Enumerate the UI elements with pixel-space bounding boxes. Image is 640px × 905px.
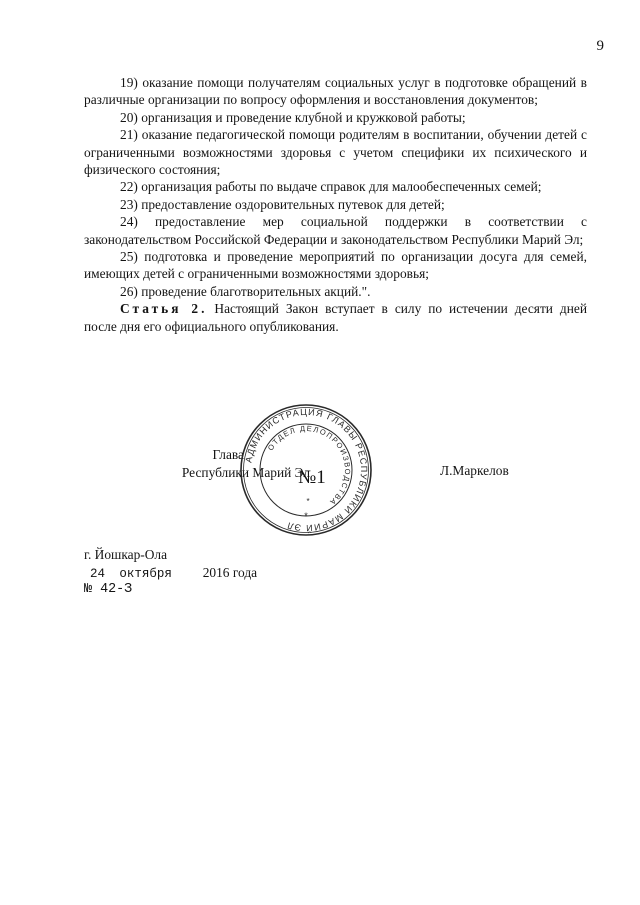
signing-date [90,565,257,581]
page-number: 9 [596,38,604,54]
list-item: 25) подготовка и проведение мероприятий по организации досуга для семей, имеющих детей с ограниченными возможностями здоровья; [84,249,587,282]
date-year: 2016 года [202,565,258,580]
place-of-signing: г. Йошкар-Ола [84,547,168,562]
date-day: 24 [90,567,106,581]
signatory-title-line2: Республики Марий Эл [181,465,310,480]
list-item: 24) предоставление мер социальной поддержки в соответствии с законодательством Российской Федерации и законодательством Республики Марий Эл; [84,214,587,247]
article-text: Настоящий Закон вступает в силу по истечении десяти дней после дня его официального опубликования. [84,301,587,334]
article-paragraph [84,300,587,335]
signatory-title-line1: Глава [212,447,244,462]
list-item: 20) организация и проведение клубной и кружковой работы; [120,109,466,125]
seal-number: №1 [298,467,326,488]
seal-star-icon: * [304,511,308,521]
article-label: Статья 2. [120,301,208,317]
law-text [84,74,587,335]
list-item: 22) организация работы по выдаче справок для малообеспеченных семей; [120,179,542,195]
law-number: № 42-З [84,582,133,597]
signatory-name: Л.Маркелов [440,463,509,478]
list-item: 23) предоставление оздоровительных путевок для детей; [120,196,445,212]
seal-star-icon: * [306,497,310,506]
list-item: 21) оказание педагогической помощи родителям в воспитании, обучении детей с ограниченными возможностями здоровья с учетом специфики их психического и физического состояния; [84,127,587,178]
list-item: 19) оказание помощи получателям социальных услуг в подготовке обращений в различные организации по вопросу оформления и восстановления документов; [84,75,587,108]
official-seal [238,402,374,538]
seal-outer-text: АДМИНИСТРАЦИЯ ГЛАВЫ РЕСПУБЛИКИ МАРИЙ ЭЛ [243,406,370,534]
list-item: 26) проведение благотворительных акций.". [120,283,371,299]
date-month: октября [119,567,172,581]
svg-text:ОТДЕЛ ДЕЛОПРОИЗВОДСТВА [266,424,352,507]
seal-inner-text: ОТДЕЛ ДЕЛОПРОИЗВОДСТВА [265,423,353,508]
